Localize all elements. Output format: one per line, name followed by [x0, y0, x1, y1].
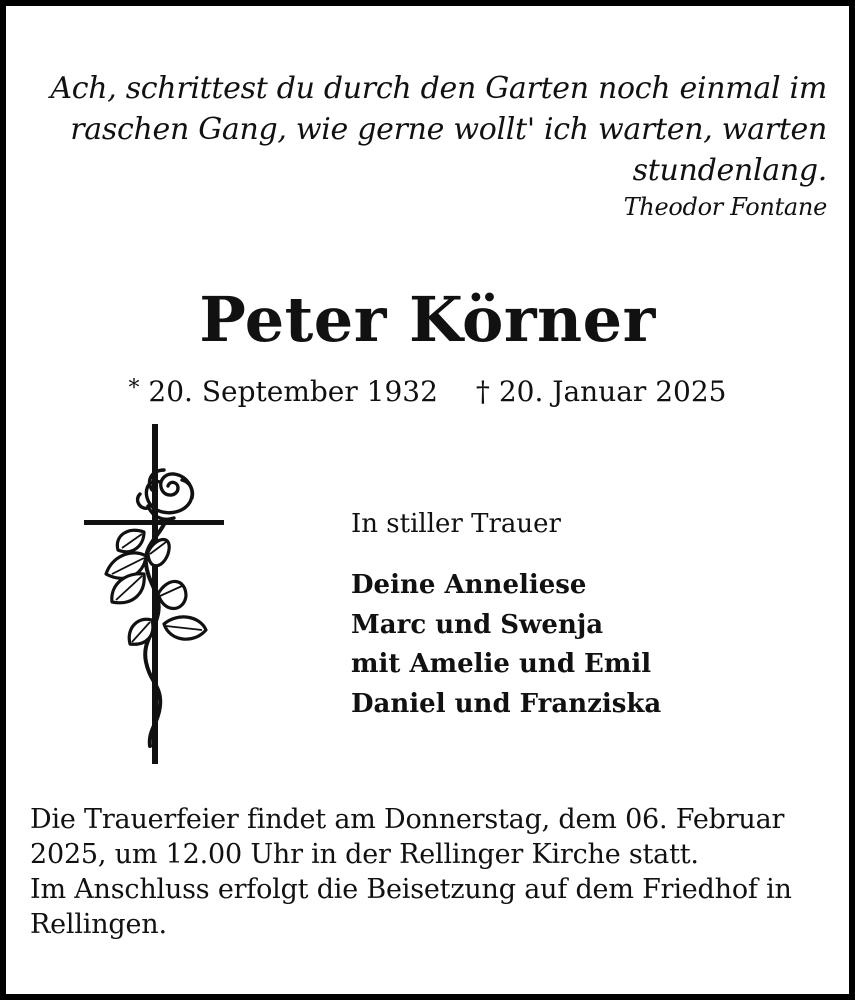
cross-with-rose-icon: [82, 424, 228, 770]
service-line: Im Anschluss erfolgt die Beisetzung auf dem Friedhof in: [30, 874, 792, 905]
funeral-service-info: [30, 802, 840, 942]
birth-symbol: *: [128, 376, 140, 401]
mourner-name: Deine Anneliese: [351, 570, 587, 600]
mourner-name: mit Amelie und Emil: [351, 649, 652, 679]
mourner-name: Daniel und Franziska: [351, 688, 662, 719]
deceased-name: Peter Körner: [199, 283, 656, 356]
quote-line: Ach, schrittest du durch den Garten noch einmal im: [50, 71, 827, 106]
service-line: Rellingen.: [30, 909, 167, 940]
quote-line: raschen Gang, wie gerne wollt' ich warten, warten: [70, 112, 827, 147]
life-dates: [6, 370, 849, 411]
service-line: Die Trauerfeier findet am Donnerstag, dem 06. Februar: [30, 804, 785, 835]
quote-line: stundenlang.: [632, 153, 827, 188]
mourner-name: Marc und Swenja: [351, 609, 604, 640]
fontane-quote: [37, 68, 827, 223]
mourners-list: [351, 566, 661, 724]
death-date: 20. Januar 2025: [498, 375, 727, 408]
quote-author: Theodor Fontane: [623, 193, 827, 221]
mourning-intro: In stiller Trauer: [351, 509, 561, 539]
death-symbol: †: [475, 375, 490, 408]
service-line: 2025, um 12.00 Uhr in der Rellinger Kirche statt.: [30, 839, 699, 870]
birth-date: 20. September 1932: [148, 375, 438, 408]
